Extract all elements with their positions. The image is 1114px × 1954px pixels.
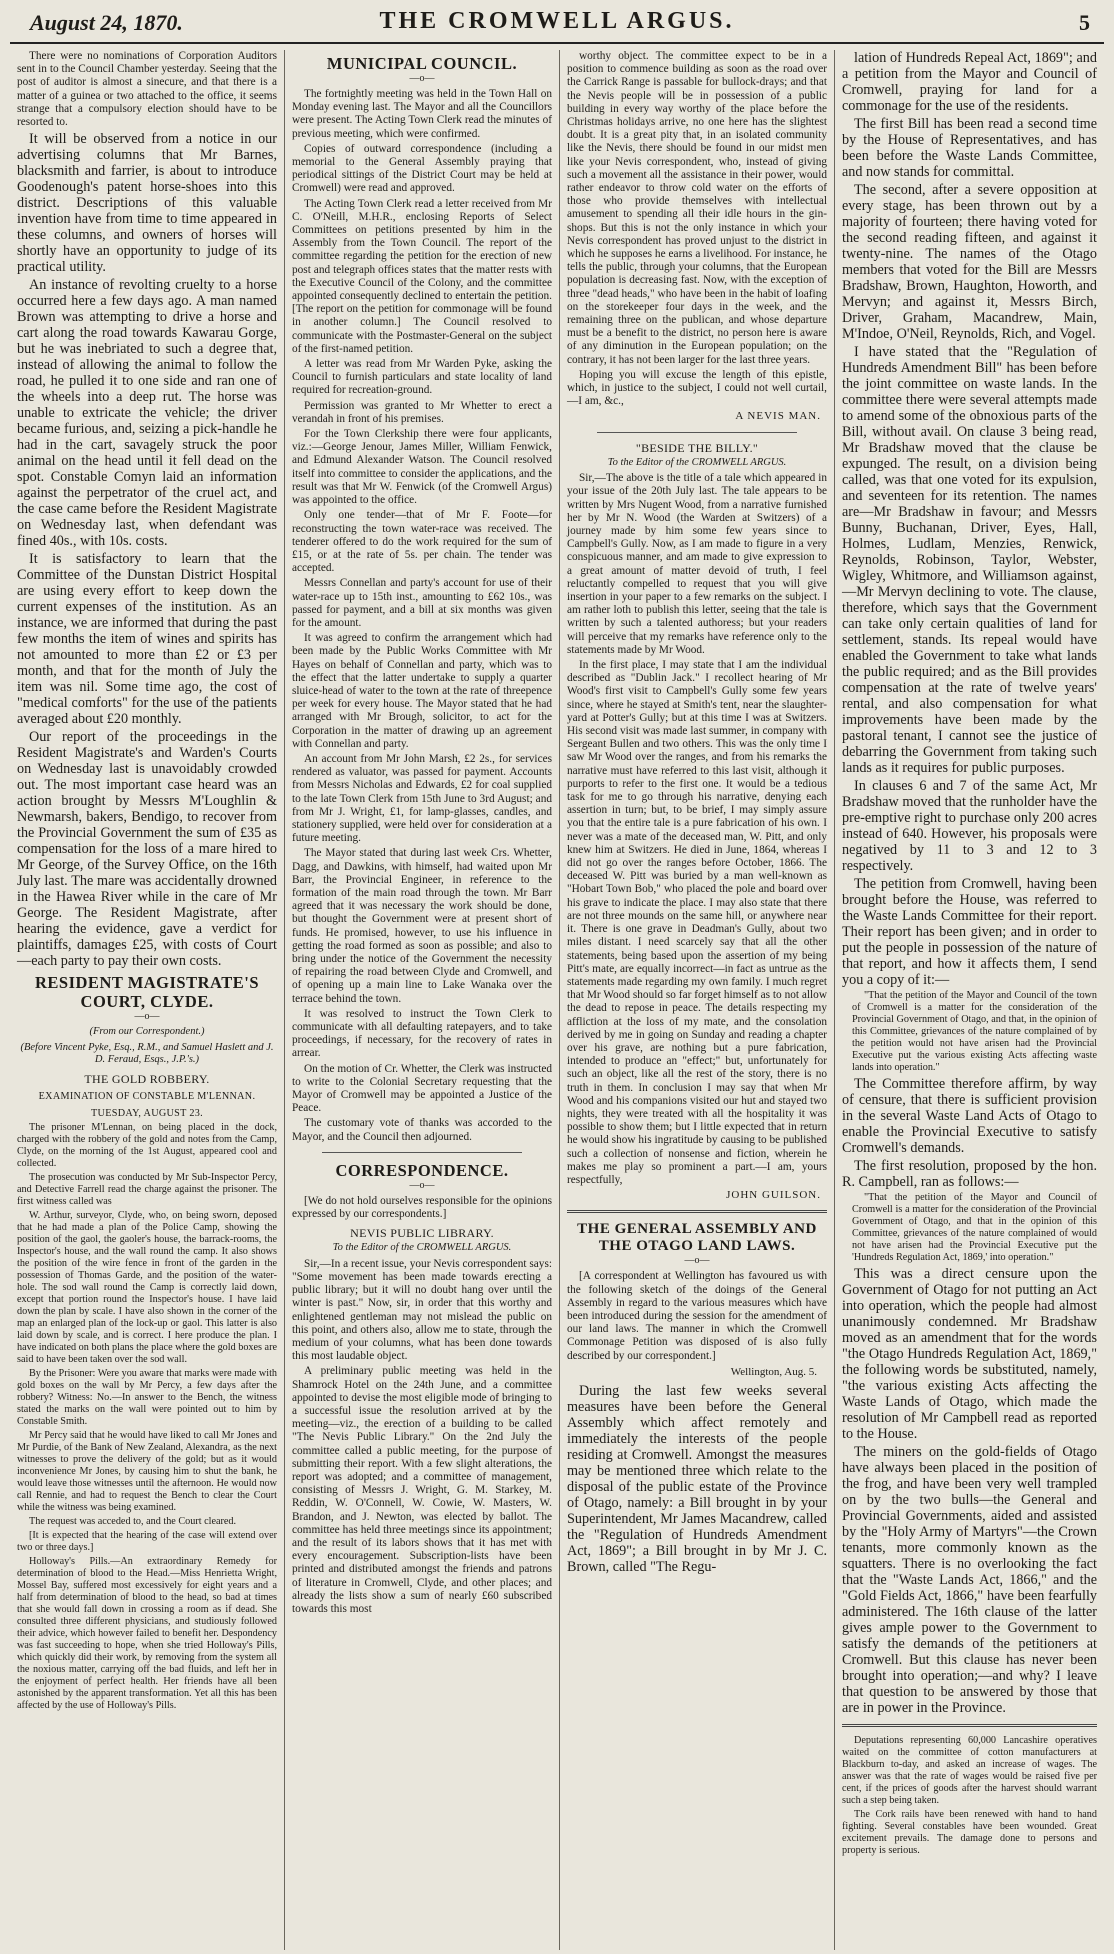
paragraph: The first resolution, proposed by the hon. R. Campbell, ran as follows:— <box>842 1158 1097 1190</box>
section-rule <box>842 1724 1097 1727</box>
quoted-report: "That the petition of the Mayor and Council of the town of Cromwell is a matter for the consideration of the Provincial Government of Otago, and that, in the opinion of this Committee, grievances of the nature complained of by the petition would not have arisen had the Provincial Executive put the various existing Acts affecting waste lands into operation." <box>852 990 1097 1073</box>
paragraph: The Acting Town Clerk read a letter received from Mr C. O'Neill, M.H.R., enclosing Reports of Select Committees on petitions presented by him in the Assembly from the Town Council. The report of the committee regarding the petition for the erection of new post and telegraph offices states that the matter rests with the Executive Council of the Colony, and the committee appointed consequently declined to entertain the petition. [The report on the petition for commonage will be found in another column.] The Council resolved to communicate with the Postmaster-General on the subject of the first-named petition. <box>292 197 552 355</box>
quoted-resolution: "That the petition of the Mayor and Council of Cromwell is a matter for the consideration of the Provincial Government of Otago, and that in the opinion of this Committee, grievances of the nature complained of would not have arisen had the Provincial Executive put the 'Hundreds Regulation Act, 1869,' into operation." <box>852 1192 1097 1263</box>
paragraph: Sir,—In a recent issue, your Nevis correspondent says: "Some movement has been made towards erecting a public library; but it will no doubt hang over until the winter is past." Now, sir, in order that this worthy and enlightened gentleman may not mislead the public on this point, and others also, allow me to state, through the medium of your columns, what has been done towards this most laudable object. <box>292 1257 552 1363</box>
paragraph: Copies of outward correspondence (including a memorial to the General Assembly praying that periodical sittings of the District Court may be held at Cromwell) were read and approved. <box>292 142 552 195</box>
paragraph: Permission was granted to Mr Whetter to erect a verandah in front of his premises. <box>292 399 552 425</box>
paragraph: In the first place, I may state that I am the individual described as "Dublin Jack." I recollect hearing of Mr Wood's first visit to Campbell's Gully some few years since, where he stayed at Smith's tent, near the slaughter-yard at Potter's Gully; but at this time I was at Switzers. His second visit was made last summer, in company with Sergeant Bullen and two others. This was the only time I saw Mr Wood over the ranges, and from his remarks the narrative must have referred to this last visit, although it purports to refer to the first one. It would be a tedious task for me to go through his narrative, denying each assertion in turn; but, to be brief, I may simply assure you that the entire tale is a pure fabrication of his own. I never was a mate of the deceased man, W. Pitt, and only knew him at Switzers. He died in June, 1864, whereas I did not go over the ranges before October, 1866. The deceased W. Pitt was buried by a man well-known as "Hobart Town Bob," who placed the pole and board over his grave to indicate the place. I may also state that there are not three mounds on the same hill, or anywhere near it. There is one grave in Deadman's Gully, about two miles distant. I need scarcely say that all the other statements, being based upon the assertion of my being Pitt's mate, are equally incorrect—in fact as untrue as the statements made regarding my own family. I much regret that Mr Wood should so far forget himself as to not allow the dead to repose in peace. The details respecting my affliction at the loss of my mate, and the consolation derived by me in going on Sunday and reading a chapter over his grave, are nothing but a pure fabrication, intended to produce an "effect;" but, unfortunately for such an object, like all the rest of the story, there is no truth in them. In conclusion I may say that when Mr Wood and his companions visited our hut and stayed two nights, they were treated with all the hospitality it was possible to show them; but I little expected that in return he would show his ingratitude by causing to be published such a collection of nonsense and fiction, wherein he makes me play so prominent a part.—I am, yours respectfully, <box>567 659 827 1186</box>
signature: A NEVIS MAN. <box>735 410 821 423</box>
paragraph: A letter was read from Mr Warden Pyke, asking the Council to furnish particulars and state locality of land required for recreation-ground. <box>292 358 552 397</box>
paragraph: The request was acceded to, and the Court cleared. <box>29 1515 237 1527</box>
paragraph: An instance of revolting cruelty to a horse occurred here a few days ago. A man named Brown was attempting to drive a horse and cart along the road towards Kawarau Gorge, but he was inebriated to such a degree that, instead of allowing the animal to follow the road, he pulled it to one side and ran one of the wheels into a deep rut. The horse was unable to extricate the vehicle; the driver became furious, and, seizing a pick-handle he had in the cart, savagely struck the poor animal on the head until it fell dead on the spot. Constable Comyn laid an information against the perpetrator of the cruel act, and the case came before the Resident Magistrate on Wednesday last, when defendant was fined 40s., with 10s. costs. <box>17 277 277 550</box>
exam-date: TUESDAY, AUGUST 23. <box>91 1107 203 1119</box>
column-2 <box>284 50 559 1950</box>
council-heading: MUNICIPAL COUNCIL. <box>326 54 518 73</box>
signature: JOHN GUILSON. <box>726 1189 821 1202</box>
newspaper-name: THE CROMWELL ARGUS. <box>379 8 735 34</box>
exam-heading: EXAMINATION OF CONSTABLE M'LENNAN. <box>38 1090 256 1102</box>
assembly-heading: THE GENERAL ASSEMBLY AND THE OTAGO LAND LAWS. <box>577 1221 817 1255</box>
editorial-note: [A correspondent at Wellington has favoured us with the following sketch of the doings of the General Assembly in regard to the various measures which have been introduced during the session for the amendment of our land laws. The manner in which the Cromwell Commonage Petition was disposed of is also fully described by our correspondent.] <box>567 1270 827 1362</box>
paragraph: For the Town Clerkship there were four applicants, viz.:—George Jenour, James Miller, William Fenwick, and Edmund Alexander Watson. The Council resolved itself into committee to consider the applications, and the result was that Mr W. Fenwick (of the Cromwell Argus) was appointed to the office. <box>292 428 552 507</box>
column-4 <box>834 50 1104 1950</box>
paragraph: An account from Mr John Marsh, £2 2s., for services rendered as valuator, was passed for payment. Accounts from Messrs Nicholas and Edwards, £2 for coal supplied to the late Town Clerk from 15th June to 3rd August; and from Mr J. Wright, £1, for lamp-glasses, candles, and stationery supplied, were held over for consideration at a future meeting. <box>292 752 552 845</box>
paragraph: The miners on the gold-fields of Otago have always been placed in the position of the frog, and have been very well trampled on by the two bulls—the General and Provincial Governments, aided and assisted by the "Holy Army of Martyrs"—the Crown tenants, more commonly known as the squatters. There is no overlooking the fact that the "Waste Lands Act, 1866," and the "Gold Fields Act, 1866," have been fearfully administered. The 16th clause of the latter gives ample power to the Government to satisfy the demands of the petitioners at Cromwell. But this clause has never been brought into operation;—and why? I leave that question to be answered by those that are in power in the Province. <box>842 1444 1097 1716</box>
robbery-heading: THE GOLD ROBBERY. <box>84 1071 210 1086</box>
paragraph: Hoping you will excuse the length of this epistle, which, in justice to the subject, I could not well curtail,—I am, &c., <box>567 368 827 408</box>
paragraph: This was a direct censure upon the Government of Otago for not putting an Act into operation, which the people had almost unanimously condemned. Mr Bradshaw moved as an amendment that for the words "the Otago Hundreds Regulation Act, 1869," the following words be substituted, namely, "the various existing Acts affecting the Waste Lands of Otago, which made the resolution of Mr Campbell read as reported to the House. <box>842 1266 1097 1442</box>
library-heading: NEVIS PUBLIC LIBRARY. <box>350 1226 494 1241</box>
paragraph: In clauses 6 and 7 of the same Act, Mr Bradshaw moved that the runholder have the pre-emptive right to purchase only 200 acres instead of 640. However, his proposals were negatived by 11 to 3 and 12 to 3 respectively. <box>842 778 1097 874</box>
section-rule <box>567 1210 827 1213</box>
court-bench: (Before Vincent Pyke, Esq., R.M., and Samuel Haslett and J. D. Feraud, Esqs., J.P.'s.) <box>20 1041 274 1066</box>
paragraph: The prisoner M'Lennan, on being placed in the dock, charged with the robbery of the gold and notes from the Camp, Clyde, on the morning of the 1st August, appeared cool and collected. <box>17 1121 277 1169</box>
divider: —o— <box>684 1255 710 1267</box>
billy-heading: "BESIDE THE BILLY." <box>635 440 759 455</box>
news-item: The Cork rails have been renewed with hand to hand fighting. Several constables have been wounded. Great excitement prevails. The damage done to persons and property is serious. <box>842 1809 1097 1856</box>
column-3 <box>559 50 834 1950</box>
divider: —o— <box>134 1011 160 1023</box>
paragraph: lation of Hundreds Repeal Act, 1869"; and a petition from the Mayor and Council of Cromwell, praying for land for a commonage for the use of the residents. <box>842 50 1097 114</box>
paragraph: On the motion of Cr. Whetter, the Clerk was instructed to write to the Colonial Secretary requesting that the Mayor of Cromwell may be appointed a Justice of the Peace. <box>292 1062 552 1115</box>
library-subheading: To the Editor of the CROMWELL ARGUS. <box>332 1242 512 1254</box>
paragraph: Mr Percy said that he would have liked to call Mr Jones and Mr Purdie, of the Bank of New Zealand, Alexandra, as the next witnesses to prove the delivery of the gold; but as it would inconvenience Mr Jones, by causing him to shut the bank, he would leave those witnesses until the afternoon. He would now call Rennie, and had to request the Bench to clear the Court while the witness was being examined. <box>17 1429 277 1513</box>
paragraph: W. Arthur, surveyor, Clyde, who, on being sworn, deposed that he had made a plan of the Police Camp, showing the position of the gaol, the gaoler's house, the barrack-rooms, the Inspector's house, and the wall round the camp. It also shows the position of the wire fence in front of the garden in the possession of Thomas Garde, and the position of the water-hole. The sod wall round the Camp is correctly laid down, except that portion round the Inspector's house. I have laid down the plan by scale. I have also shown in the corner of the map an enlarged plan of the lock-up or gaol. This latter is also laid down by scale, and is correct. I here produce the plan. I have indicated on both plans the place where the gold boxes are said to have been taken over the sod wall. <box>17 1209 277 1365</box>
paragraph: A preliminary public meeting was held in the Shamrock Hotel on the 24th June, and a committee appointed to devise the most eligible mode of bringing to a successful issue the resolution arrived at by the meeting—viz., the erection of a building to be called "The Nevis Public Library." On the 2nd July the committee called a public meeting, for the purpose of submitting their report. With a few slight alterations, the report was adopted; and a committee of management, consisting of Messrs J. Wright, G. M. Starkey, M. Reddin, W. O'Connell, W. Cowie, W. Masters, W. Brandon, and J. Newton, was elected by ballot. The committee has held three meetings since its appointment; and the result of its labors shows that it has met with every encouragement. Subscription-lists have been printed and distributed amongst the friends and patrons of literature in Cromwell, Clyde, and other places; and already the lists show a sum of nearly £60 subscribed towards this most <box>292 1365 552 1616</box>
court-heading: RESIDENT MAGISTRATE'S COURT, CLYDE. <box>35 973 259 1012</box>
column-1 <box>10 50 284 1950</box>
paragraph: The Committee therefore affirm, by way of censure, that there is sufficient provision in the several Waste Land Acts of Otago to enable the Provincial Executive to satisfy Cromwell's demands. <box>842 1076 1097 1156</box>
section-rule <box>322 1152 522 1153</box>
paragraph: Sir,—The above is the title of a tale which appeared in your issue of the 20th July last. The tale appears to be written by Mrs Nugent Wood, from a narrative furnished her by Mr N. Wood (the Warden at Switzers) of a journey made by him some few years since to Campbell's Gully. Now, as I am made to figure in a very conspicuous manner, and am made to give expression to a great amount of matter devoid of truth, I feel reluctantly compelled to request that you will give insertion in your paper to a few remarks on the subject. I am rather loth to publish this letter, seeing that the tale is written by such a talented authoress; but your readers will perceive that my remarks have reference only to the statements made by Mr Wood. <box>567 472 827 656</box>
columns <box>10 50 1104 1950</box>
correspondence-heading: CORRESPONDENCE. <box>335 1160 509 1180</box>
paragraph: Only one tender—that of Mr F. Foote—for reconstructing the town water-race was received. The tenderer offered to do the work required for the sum of £15, or at the rate of 5s. per chain. The tender was accepted. <box>292 509 552 575</box>
paragraph: Our report of the proceedings in the Resident Magistrate's and Warden's Courts on Wednesday last is unavoidably crowded out. The most important case heard was an action brought by Messrs M'Loughlin & Newmarsh, bakers, Bendigo, to recover from the Provincial Government the sum of £35 as compensation for the loss of a mare hired to Mr George, of the Survey Office, on the 16th July last. The mare was accidentally drowned in the Hawea River while in the care of Mr George. The Resident Magistrate, after hearing the evidence, gave a verdict for plaintiffs, damages £25, with costs of Court—each party to pay their own costs. <box>17 729 277 970</box>
section-rule <box>597 432 797 433</box>
paragraph: The customary vote of thanks was accorded to the Mayor, and the Council then adjourned. <box>292 1117 552 1143</box>
paragraph: During the last few weeks several measures have been before the General Assembly which affect remotely and immediately the interests of the people residing at Cromwell. Amongst the measures may be mentioned three which relate to the disposal of the public estate of the Province of Otago, namely: a Bill brought in by your Superintendent, Mr James Macandrew, called the "Regulation of Hundreds Amendment Act, 1869"; a Bill brought in by Mr J. C. Brown, called "The Regu- <box>567 1382 827 1575</box>
paragraph: The prosecution was conducted by Mr Sub-Inspector Percy, and Detective Farrell read the charge against the prisoner. The first witness called was <box>17 1171 277 1207</box>
dateline: Wellington, Aug. 5. <box>730 1365 817 1378</box>
news-item: Deputations representing 60,000 Lancashire operatives waited on the committee of cotton manufacturers at Blackburn to-day, and asked an increase of wages. The answer was that the rate of wages would be raised five per cent, if the prices of goods after the harvest should warrant such a step being taken. <box>842 1735 1097 1806</box>
advertisement: Holloway's Pills.—An extraordinary Remedy for determination of blood to the Head.—Miss Henrietta Wright, Mossel Bay, suffered most excessively for eight years and a half from determination of blood to the head, so bad at times that she would fall down in crossing a room as if dead. She consulted three different physicians, and studiously followed their advice, which however failed to benefit her. Despondency was fast succeeding to hope, when she tried Holloway's Pills, which quickly did their work, by removing from the system all the noxious matter, carrying off the bad fluids, and left her in the enjoyment of perfect health. Her friends have all been astonished by the apparent transformation. Yet all this has been affected by the use of Holloway's Pills. <box>17 1555 277 1711</box>
paragraph: By the Prisoner: Were you aware that marks were made with gold boxes on the wall by Mr Percy, a few days after the robbery? Witness: No.—In answer to the Bench, the witness stated the marks on the wall were pointed out to him by Constable Smith. <box>17 1367 277 1427</box>
paragraph: worthy object. The committee expect to be in a position to commence building as soon as the road over the Carrick Range is passable for bullock-drays; and that the Nevis people will be in possession of a public building in every way worthy of the place before the Christmas holidays arrive, no one here has the slightest doubt. It is a great pity that, in an isolated community like the Nevis, there should be found in our midst men like your Nevis correspondent, who, instead of giving such a movement all the assistance in their power, would rather endeavor to throw cold water on the efforts of those who provide themselves with intellectual amusement to spending all their idle hours in the gin-shops. But this is not the only instance in which your Nevis correspondent has proved unjust to the district in which he supposes he earns a livelihood. For instance, he tells the public, through your columns, that the European population is decreasing fast. Now, with the exception of three "dead heads," who have been in the habit of loafing on the storekeeper four days in the week, and the remaining three on the publican, and whose departure must be a benefit to the district, no person here is aware of any diminution in the European population; on the contrary, it has not been larger for the last three years. <box>567 50 827 366</box>
paragraph: It is satisfactory to learn that the Committee of the Dunstan District Hospital are using every effort to keep down the current expenses of the institution. As an instance, we are informed that during the past few months the item of wines and spirits has not amounted to more than £2 or £3 per month, and that for the month of July the item was nil. Some time ago, the cost of "medical comforts" for the use of the patients averaged about £20 monthly. <box>17 551 277 728</box>
editorial-note: [We do not hold ourselves responsible for the opinions expressed by our correspondents.] <box>292 1194 552 1221</box>
paragraph: The petition from Cromwell, having been brought before the House, was referred to the Waste Lands Committee for their report. Their report has been given; and in order to put the people in possession of the nature of that report, and how it affects them, I send you a copy of it:— <box>842 876 1097 988</box>
court-subheading: (From our Correspondent.) <box>89 1026 205 1038</box>
billy-subheading: To the Editor of the CROMWELL ARGUS. <box>607 456 787 468</box>
paragraph: It will be observed from a notice in our advertising columns that Mr Barnes, blacksmith and farrier, is about to introduce Goodenough's patent horse-shoes into this district. Descriptions of this valuable invention have from time to time appeared in these columns, and owners of horses will shortly have an opportunity to judge of its practical utility. <box>17 131 277 276</box>
masthead <box>10 6 1104 44</box>
divider: —o— <box>409 73 435 84</box>
paragraph: It was agreed to confirm the arrangement which had been made by the Public Works Committee with Mr Hayes on behalf of Connellan and party, which was to the effect that the latter undertake to supply a quarter sluice-head of water to the town at the rate of threepence per week for every house. The Mayor stated that he had arranged with Mr Brough, solicitor, to act for the Corporation in the matter of drawing up an agreement with Connellan and party. <box>292 632 552 750</box>
paragraph: I have stated that the "Regulation of Hundreds Amendment Bill" has been before the joint committee on waste lands. In the committee there were several attempts made to amend some of the obnoxious parts of the Bill, without avail. On clause 3 being read, Mr Bradshaw moved that the clause be expunged. The result, on a division being called, was that one voted for its expulsion, and seventeen for its retention. The names are—Mr Bradshaw in favour; and Messrs Bunny, Buchanan, Driver, Eyes, Hall, Holmes, Ludlam, Menzies, Renwick, Reynolds, Robinson, Taylor, Webster, Wigley, Whitmore, and Williamson against,—Mr Mervyn declining to vote. The clause, therefore, which says that the Government can take only certain qualities of land for settlement, stands. Its repeal would have enabled the Government to take what lands the public required; and as the Bill provides compensation at the rate of twelve years' rental, and also compensation for what improvements have been made by the pastoral tenant, I cannot see the justice of debarring the Government from taking such lands as it requires for public purposes. <box>842 344 1097 776</box>
paragraph: Messrs Connellan and party's account for use of their water-race up to 15th inst., amounting to £62 10s., was passed for payment, and a bill at six months was given for the amount. <box>292 577 552 629</box>
page-number: 5 <box>1079 10 1090 35</box>
paragraph: [It is expected that the hearing of the case will extend over two or three days.] <box>17 1529 277 1553</box>
paragraph: The fortnightly meeting was held in the Town Hall on Monday evening last. The Mayor and all the Councillors were present. The Acting Town Clerk read the minutes of previous meeting, which were confirmed. <box>292 88 552 140</box>
paragraph: It was resolved to instruct the Town Clerk to communicate with all defaulting ratepayers, and to take proceedings, if necessary, for the recovery of rates in arrear. <box>292 1007 552 1060</box>
paragraph: The second, after a severe opposition at every stage, has been thrown out by a majority of fourteen; there having voted for the second reading fifteen, and against it twenty-nine. The names of the Otago members that voted for the Bill are Messrs Bradshaw, Brown, Haughton, Howorth, and Mervyn; and against it, Messrs Birch, Driver, Graham, Macandrew, Main, M'Indoe, O'Neil, Reynolds, Rich, and Vogel. <box>842 182 1097 342</box>
divider: —o— <box>409 1179 435 1191</box>
paragraph: The first Bill has been read a second time by the House of Representatives, and has been before the Waste Lands Committee, and now stands for committal. <box>842 116 1097 180</box>
issue-date: August 24, 1870. <box>30 10 183 35</box>
paragraph: There were no nominations of Corporation Auditors sent in to the Council Chamber yesterday. Seeing that the post of auditor is almost a sinecure, and that there is a matter of a guinea or two attached to the office, it seems strange that a compulsory election should have to be resorted to. <box>17 50 277 129</box>
paragraph: The Mayor stated that during last week Crs. Whetter, Dagg, and Dawkins, with himself, had waited upon Mr Barr, the Provincial Engineer, in reference to the formation of the main road through the town. Mr Barr agreed that it was necessary the work should be done, but thought the Government were at present short of funds. He promised, however, to use his influence in getting the road formed as soon as possible; and also to bring under the notice of the Government the necessity of repairing the road between Clyde and Cromwell, and of opening up a main line to Lake Wanaka over the terrace behind the town. <box>292 847 552 1005</box>
